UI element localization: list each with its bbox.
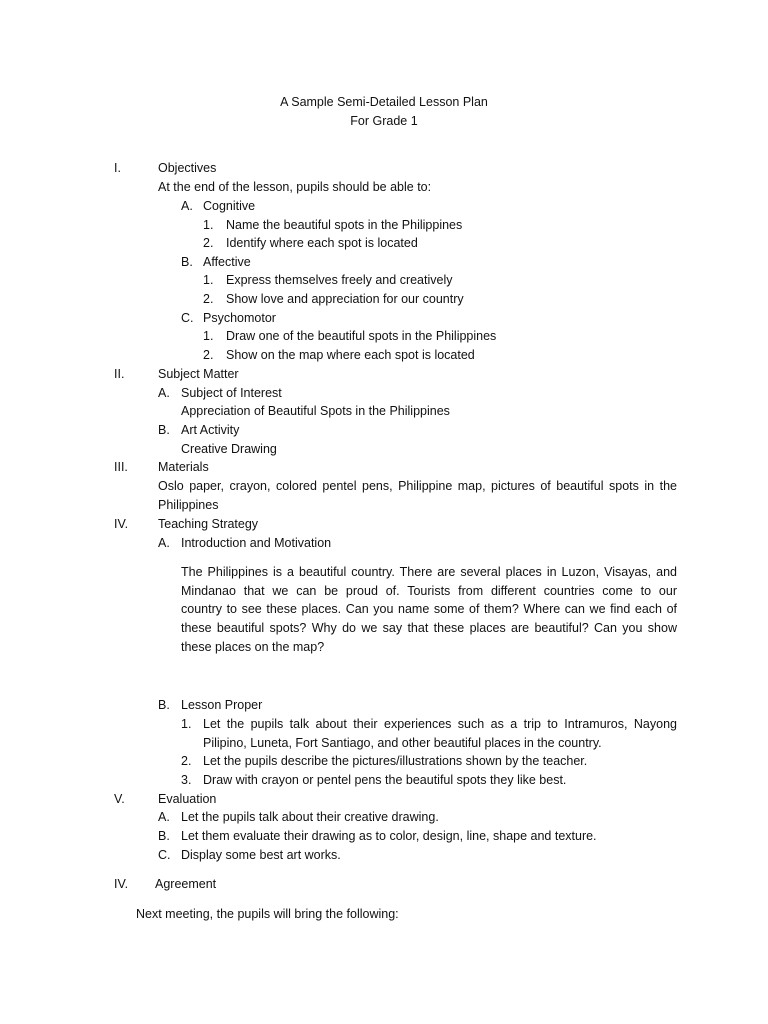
section-number: IV. (114, 877, 129, 891)
section-number: III. (114, 460, 128, 474)
list-item: Draw one of the beautiful spots in the Philippines (226, 329, 497, 343)
item-letter: B. (158, 698, 170, 712)
section-heading-teaching-strategy: Teaching Strategy (158, 517, 259, 531)
section-number: II. (114, 367, 125, 381)
item-number: 2. (203, 292, 214, 306)
intro-paragraph-line: these beautiful spots? Why do we say that these places are beautiful? Can you show (181, 621, 677, 635)
objectives-intro: At the end of the lesson, pupils should be able to: (158, 180, 432, 194)
item-letter: A. (158, 536, 170, 550)
section-number: IV. (114, 517, 129, 531)
subheading-lesson-proper: Lesson Proper (181, 698, 263, 712)
item-number: 3. (181, 773, 192, 787)
section-number: I. (114, 161, 121, 175)
materials-line: Oslo paper, crayon, colored pentel pens, Philippine map, pictures of beautiful spots in the (158, 479, 677, 493)
section-heading-materials: Materials (158, 460, 209, 474)
intro-paragraph-line: Mindanao that we can be proud of. Tourists from different countries come to our (181, 584, 677, 598)
item-letter: B. (158, 423, 170, 437)
section-number: V. (114, 792, 125, 806)
item-number: 2. (181, 754, 192, 768)
list-item: Show love and appreciation for our country (226, 292, 464, 306)
item-number: 1. (203, 329, 214, 343)
section-heading-subject-matter: Subject Matter (158, 367, 239, 381)
intro-paragraph-line: country to see these places. Can you name some of them? Where can we find each of (181, 602, 677, 616)
list-item: Draw with crayon or pentel pens the beautiful spots they like best. (203, 773, 567, 787)
item-letter: A. (158, 386, 170, 400)
subheading-introduction: Introduction and Motivation (181, 536, 332, 550)
item-letter: A. (181, 199, 193, 213)
subheading-affective: Affective (203, 255, 251, 269)
doc-subtitle: For Grade 1 (350, 114, 418, 128)
subheading-art-activity: Art Activity (181, 423, 240, 437)
list-item: Identify where each spot is located (226, 236, 418, 250)
list-item: Display some best art works. (181, 848, 341, 862)
subject-detail: Appreciation of Beautiful Spots in the Philippines (181, 404, 450, 418)
subheading-psychomotor: Psychomotor (203, 311, 276, 325)
intro-paragraph-line: The Philippines is a beautiful country. There are several places in Luzon, Visayas, and (181, 565, 677, 579)
item-number: 1. (181, 717, 192, 731)
item-letter: B. (158, 829, 170, 843)
subheading-subject-of-interest: Subject of Interest (181, 386, 282, 400)
agreement-text: Next meeting, the pupils will bring the following: (136, 907, 399, 921)
list-item: Let them evaluate their drawing as to color, design, line, shape and texture. (181, 829, 597, 843)
item-letter: C. (181, 311, 194, 325)
item-letter: C. (158, 848, 171, 862)
item-letter: B. (181, 255, 193, 269)
list-item: Let the pupils talk about their creative drawing. (181, 810, 439, 824)
item-number: 1. (203, 273, 214, 287)
doc-title: A Sample Semi-Detailed Lesson Plan (280, 95, 488, 109)
item-number: 2. (203, 348, 214, 362)
list-item: Let the pupils talk about their experiences such as a trip to Intramuros, Nayong (203, 717, 677, 731)
art-activity-detail: Creative Drawing (181, 442, 277, 456)
list-item: Express themselves freely and creatively (226, 273, 453, 287)
item-number: 1. (203, 218, 214, 232)
subheading-cognitive: Cognitive (203, 199, 256, 213)
list-item: Pilipino, Luneta, Fort Santiago, and other beautiful places in the country. (203, 736, 602, 750)
materials-line: Philippines (158, 498, 219, 512)
list-item: Name the beautiful spots in the Philippines (226, 218, 463, 232)
list-item: Let the pupils describe the pictures/illustrations shown by the teacher. (203, 754, 588, 768)
intro-paragraph-line: these places on the map? (181, 640, 325, 654)
section-heading-objectives: Objectives (158, 161, 217, 175)
item-letter: A. (158, 810, 170, 824)
section-heading-agreement: Agreement (155, 877, 217, 891)
item-number: 2. (203, 236, 214, 250)
list-item: Show on the map where each spot is located (226, 348, 475, 362)
section-heading-evaluation: Evaluation (158, 792, 217, 806)
